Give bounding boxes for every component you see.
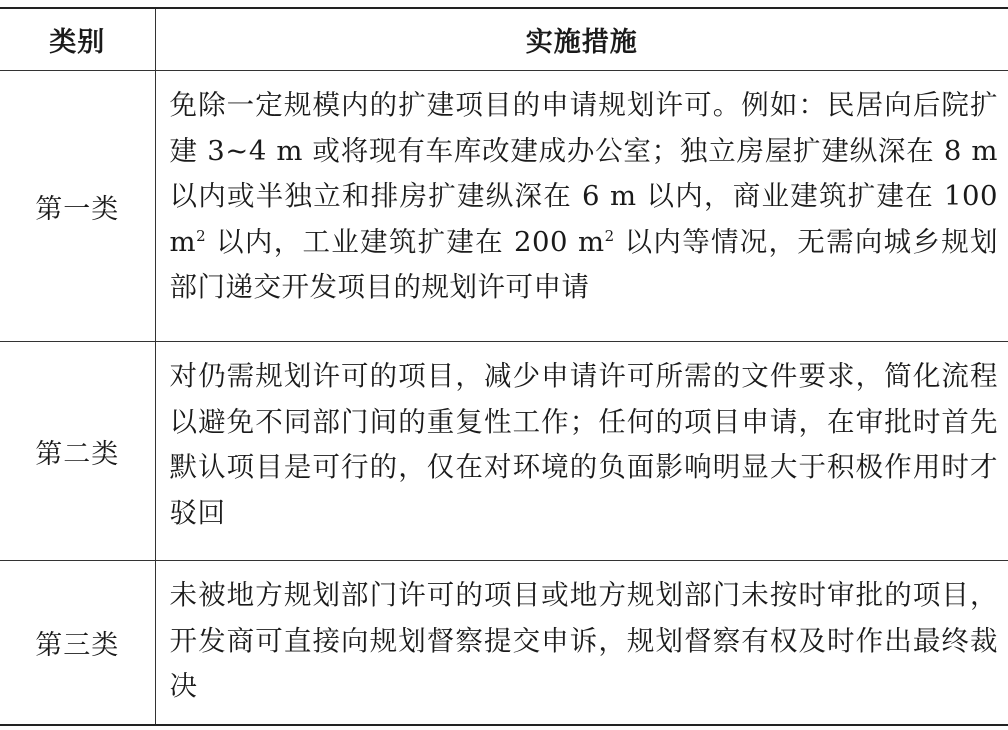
header-measures: 实施措施 (155, 8, 1008, 71)
measures-table (0, 7, 1008, 726)
table-row (0, 561, 1008, 725)
table-header-row (0, 8, 1008, 71)
superscript: 2 (604, 226, 615, 245)
row-category: 第三类 (0, 561, 155, 725)
header-category: 类别 (0, 8, 155, 71)
row-category: 第二类 (0, 342, 155, 561)
row-measures (155, 71, 1008, 342)
row-measures: 对仍需规划许可的项目，减少申请许可所需的文件要求，简化流程以避免不同部门间的重复性工作；任何的项目申请，在审批时首先默认项目是可行的，仅在对环境的负面影响明显大于积极作用时才驳回 (155, 342, 1008, 561)
row-measures: 未被地方规划部门许可的项目或地方规划部门未按时审批的项目，开发商可直接向规划督察提交申诉，规划督察有权及时作出最终裁决 (155, 561, 1008, 725)
measures-text: 以内，工业建筑扩建在 200 m (206, 225, 605, 258)
measures-text: 以内等情况，无需向城乡规划部门递交开发项目的规划许可申请 (169, 225, 998, 303)
row-category: 第一类 (0, 71, 155, 342)
superscript: 2 (196, 226, 207, 245)
measures-text: 免除一定规模内的扩建项目的申请规划许可。例如：民居向后院扩建 3~4 m 或将现有车库改建成办公室；独立房屋扩建纵深在 8 m 以内或半独立和排房扩建纵深在 6 m 以内，商业建筑扩建在 100 m (169, 89, 998, 258)
table-row (0, 342, 1008, 561)
table-row (0, 71, 1008, 342)
